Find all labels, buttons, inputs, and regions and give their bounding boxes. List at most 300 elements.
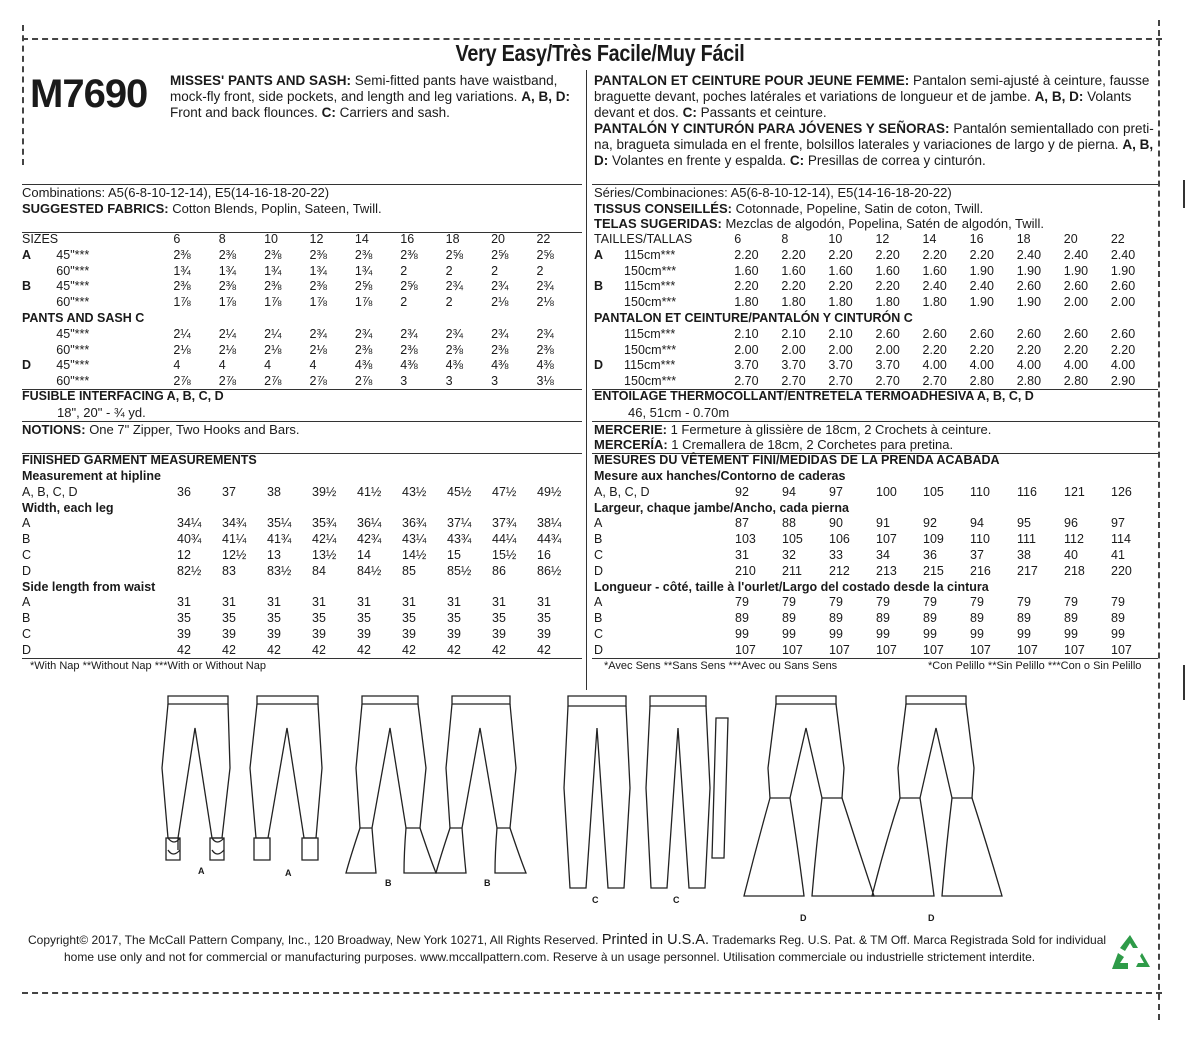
table-cell: 4⅜ xyxy=(400,358,418,373)
table-cell: 4 xyxy=(173,358,181,373)
table-cell: 31 xyxy=(177,595,191,610)
size-header: 18 xyxy=(445,232,460,246)
table-cell: 3.70 xyxy=(875,358,900,373)
table-cell: 105 xyxy=(782,532,803,547)
nap-legend-es: *Con Pelillo **Sin Pelillo ***Con o Sin Pelillo xyxy=(928,660,1142,672)
table-cell: 2.60 xyxy=(1063,326,1089,341)
notions-fr-head: MERCERIE: xyxy=(594,422,667,437)
table-cell: 4.00 xyxy=(922,358,947,373)
table-cell: 4.00 xyxy=(1110,358,1136,373)
table-cell: 39 xyxy=(492,626,506,641)
table-cell: 3 xyxy=(491,374,499,389)
fabric-width: 60"*** xyxy=(56,374,90,389)
table-cell: 217 xyxy=(1017,563,1038,578)
table-cell: 32 xyxy=(782,547,796,562)
table-cell: 44¼ xyxy=(492,532,517,547)
table-cell: 4⅜ xyxy=(445,358,464,373)
table-cell: 112 xyxy=(1064,532,1084,547)
table-cell: 31 xyxy=(537,595,551,610)
fabrics-en-text: Cotton Blends, Poplin, Sateen, Twill. xyxy=(172,201,382,216)
table-cell: 1.60 xyxy=(781,263,806,278)
table-cell: 2⅛ xyxy=(491,295,509,310)
table-cell: 31 xyxy=(222,595,236,610)
view-a-front-drawing xyxy=(162,696,230,860)
table-cell: 84½ xyxy=(357,563,382,578)
table-cell: 42 xyxy=(312,642,326,657)
table-row xyxy=(22,279,582,295)
table-cell: 2⅜ xyxy=(445,342,464,357)
table-cell: 2 xyxy=(491,263,499,278)
table-cell: 35 xyxy=(177,611,191,626)
table-cell: 2⅜ xyxy=(309,279,327,294)
table-cell: 1.60 xyxy=(734,263,759,278)
table-cell: 4⅜ xyxy=(536,358,554,373)
table-cell: 82½ xyxy=(177,563,202,578)
notions-es-text: 1 Cremallera de 18cm, 2 Corchetes para pretina. xyxy=(671,437,954,452)
table-cell: 107 xyxy=(876,642,897,657)
table-row xyxy=(594,532,1158,548)
table-cell: 107 xyxy=(923,642,944,657)
table-cell: 2¾ xyxy=(536,326,554,341)
view-letter: B xyxy=(22,532,31,547)
table-cell: 37¾ xyxy=(492,516,517,531)
view-letter: D xyxy=(22,642,32,657)
notions-en-head: NOTIONS: xyxy=(22,422,86,437)
measurements-table-fr xyxy=(594,469,1158,659)
table-cell: 2.10 xyxy=(734,326,759,341)
table-cell: 2.10 xyxy=(828,326,853,341)
table-cell: 38 xyxy=(1017,547,1031,562)
desc-fr-text: Volants xyxy=(1087,89,1132,104)
table-cell: 12½ xyxy=(222,547,247,562)
table-cell: 2.20 xyxy=(969,247,994,262)
table-row xyxy=(594,295,1158,311)
view-letter: A xyxy=(594,247,604,262)
table-cell: 35 xyxy=(312,611,326,626)
table-cell: 39 xyxy=(537,626,551,641)
table-cell: 107 xyxy=(970,642,991,657)
desc-es-head: PANTALÓN Y CINTURÓN PARA JÓVENES Y SEÑORAS: xyxy=(594,121,950,136)
table-row xyxy=(22,564,582,580)
section-row xyxy=(22,580,582,596)
nap-legend-en: *With Nap **Without Nap ***With or Without Nap xyxy=(30,660,266,672)
table-cell: 2.00 xyxy=(781,342,806,357)
table-cell: 99 xyxy=(970,626,984,641)
table-cell: 40 xyxy=(1064,547,1078,562)
table-cell: 106 xyxy=(829,532,850,547)
table-cell: 2.20 xyxy=(828,279,853,294)
size-header: 18 xyxy=(1016,232,1031,246)
yardage-table-en xyxy=(22,232,582,390)
table-cell: 86½ xyxy=(537,563,562,578)
table-cell: 2.40 xyxy=(969,279,994,294)
table-row xyxy=(594,264,1158,280)
table-cell: 97 xyxy=(1111,516,1125,531)
table-row xyxy=(22,595,582,611)
table-cell: 42¼ xyxy=(312,532,337,547)
table-cell: 2.40 xyxy=(1063,247,1089,262)
view-label: A xyxy=(285,868,292,878)
rule xyxy=(592,658,1158,659)
table-cell: 2.20 xyxy=(781,247,806,262)
table-row xyxy=(594,485,1158,501)
table-cell: 39 xyxy=(267,626,281,641)
section-row xyxy=(594,311,1158,327)
view-d-front-drawing xyxy=(744,696,874,896)
table-cell: 2⅞ xyxy=(354,374,373,389)
table-cell: 79 xyxy=(782,595,796,610)
table-row xyxy=(22,532,582,548)
table-cell: 83½ xyxy=(267,563,292,578)
table-cell: 1⅞ xyxy=(309,295,327,310)
table-cell: 2⅜ xyxy=(264,247,282,262)
table-cell: 4 xyxy=(309,358,317,373)
section-heading: PANTALON ET CEINTURE/PANTALÓN Y CINTURÓN C xyxy=(594,310,913,325)
table-cell: 42¾ xyxy=(357,532,382,547)
table-cell: 2⅜ xyxy=(536,342,554,357)
table-cell: 38¼ xyxy=(537,516,562,531)
view-letter xyxy=(594,374,624,390)
table-cell: 109 xyxy=(923,532,944,547)
table-cell: 2¾ xyxy=(354,326,373,341)
table-row xyxy=(22,327,582,343)
table-cell: 1.90 xyxy=(1016,295,1042,310)
table-cell: 2¾ xyxy=(445,279,464,294)
section-heading: Longueur - côté, taille à l'ourlet/Largo del costado desde la cintura xyxy=(594,579,989,594)
table-cell: 121 xyxy=(1064,484,1085,499)
table-cell: 2⅜ xyxy=(173,247,191,262)
table-cell: 79 xyxy=(970,595,984,610)
table-cell: 1.90 xyxy=(1016,263,1042,278)
desc-en-views: A, B, D: xyxy=(521,89,570,104)
table-cell: 2¼ xyxy=(264,326,282,341)
table-cell: 37¼ xyxy=(447,516,472,531)
table-cell: 2.20 xyxy=(922,247,947,262)
view-letter: B xyxy=(22,279,32,294)
interfacing-en: 18", 20" - ¾ yd. xyxy=(57,405,146,420)
copyright-text: Copyright© 2017, The McCall Pattern Company, Inc., 120 Broadway, New York 10271, All Rights Reserved. xyxy=(28,933,599,947)
table-row xyxy=(22,248,582,264)
fgm-fr-head: MESURES DU VÊTEMENT FINI/MEDIDAS DE LA PRENDA ACABADA xyxy=(594,453,1000,467)
table-cell: 2¼ xyxy=(173,326,191,341)
table-cell: 2⅜ xyxy=(309,247,327,262)
table-cell: 34¾ xyxy=(222,516,247,531)
table-cell: 38 xyxy=(267,484,281,499)
table-cell: 36 xyxy=(177,484,191,499)
table-cell: 4⅜ xyxy=(354,358,373,373)
table-cell: 39 xyxy=(222,626,236,641)
table-cell: 2.20 xyxy=(1063,342,1089,357)
view-illustrations xyxy=(0,688,1200,918)
table-cell: 37 xyxy=(222,484,236,499)
table-cell: 2.70 xyxy=(922,374,947,389)
table-cell: 2.00 xyxy=(875,342,900,357)
recycle-icon xyxy=(1108,933,1152,973)
table-row xyxy=(22,374,582,390)
divider-center xyxy=(586,70,587,690)
table-cell: 35¼ xyxy=(267,516,292,531)
fgm-en-head: FINISHED GARMENT MEASUREMENTS xyxy=(22,453,257,467)
measurements-table-en xyxy=(22,469,582,659)
view-letter xyxy=(22,374,56,390)
table-cell: 3.70 xyxy=(781,358,806,373)
table-cell: 14 xyxy=(357,547,371,562)
view-letter: C xyxy=(594,626,604,641)
view-b-front-drawing xyxy=(346,696,436,873)
fabric-width: 60"*** xyxy=(56,342,90,357)
size-header: 22 xyxy=(1110,232,1125,246)
view-letter: C xyxy=(22,547,32,562)
table-cell: 15 xyxy=(447,547,461,562)
table-cell: 3.70 xyxy=(734,358,759,373)
table-cell: 2.20 xyxy=(1016,342,1042,357)
table-cell: 12 xyxy=(177,547,191,562)
table-cell: 2¾ xyxy=(491,326,509,341)
view-c-front-drawing xyxy=(564,696,630,888)
table-cell: 1¾ xyxy=(218,263,237,278)
table-cell: 99 xyxy=(1017,626,1031,641)
table-cell: 31 xyxy=(312,595,326,610)
desc-en-text: Carriers and sash. xyxy=(339,105,450,120)
table-cell: 43½ xyxy=(402,484,427,499)
table-cell: 41 xyxy=(1111,547,1125,562)
table-cell: 107 xyxy=(1017,642,1038,657)
table-cell: 2.80 xyxy=(1016,374,1042,389)
desc-fr-text: braguette devant, poches latérales et variations de longueur et de jambe. xyxy=(594,89,1031,104)
table-cell: 2¾ xyxy=(400,326,418,341)
table-cell: 2.40 xyxy=(922,279,947,294)
size-header: 20 xyxy=(1063,232,1078,246)
table-cell: 36¼ xyxy=(357,516,382,531)
view-letter xyxy=(594,264,624,280)
table-cell: 96 xyxy=(1064,516,1078,531)
table-cell: 2⅞ xyxy=(309,374,327,389)
table-cell: 3.70 xyxy=(828,358,853,373)
fabric-width: 45"*** xyxy=(56,326,90,341)
table-row xyxy=(594,279,1158,295)
table-cell: 2⅛ xyxy=(218,342,237,357)
notions-fr xyxy=(594,422,991,438)
size-header: 14 xyxy=(354,232,369,246)
table-cell: 31 xyxy=(357,595,371,610)
table-cell: 86 xyxy=(492,563,506,578)
table-cell: 2.20 xyxy=(922,342,947,357)
section-row xyxy=(22,469,582,485)
section-heading: Side length from waist xyxy=(22,579,156,594)
table-cell: 2.20 xyxy=(969,342,994,357)
table-cell: 100 xyxy=(876,484,897,499)
table-cell: 2.40 xyxy=(1016,247,1042,262)
table-cell: 89 xyxy=(782,611,796,626)
table-cell: 211 xyxy=(782,563,802,578)
view-letter: A xyxy=(22,516,31,531)
table-cell: 110 xyxy=(970,532,990,547)
fabric-width: 115cm*** xyxy=(624,326,676,341)
table-cell: 1.90 xyxy=(1063,263,1089,278)
view-label: D xyxy=(800,913,807,923)
table-cell: 79 xyxy=(1064,595,1078,610)
table-cell: 37 xyxy=(970,547,984,562)
table-cell: 89 xyxy=(1064,611,1078,626)
table-row xyxy=(594,564,1158,580)
table-cell: 107 xyxy=(735,642,756,657)
table-cell: 2 xyxy=(400,263,408,278)
section-row xyxy=(594,580,1158,596)
table-cell: 39 xyxy=(357,626,371,641)
table-cell: 47½ xyxy=(492,484,517,499)
fabrics-fr-text: Cotonnade, Popeline, Satin de coton, Twill. xyxy=(735,201,984,216)
table-cell: 43¾ xyxy=(447,532,472,547)
view-label: C xyxy=(592,895,599,905)
table-cell: 84 xyxy=(312,563,326,578)
desc-fr-text: Pantalon semi-ajusté à ceinture, fausse xyxy=(913,73,1150,88)
table-cell: 4 xyxy=(264,358,272,373)
section-row xyxy=(594,501,1158,517)
table-row xyxy=(594,643,1158,659)
table-cell: 1.90 xyxy=(1110,263,1136,278)
table-cell: 2 xyxy=(445,263,453,278)
table-cell: 2⅜ xyxy=(491,342,509,357)
desc-fr-views: C: xyxy=(682,105,697,120)
table-cell: 2⅝ xyxy=(445,247,464,262)
table-row xyxy=(22,358,582,374)
table-row xyxy=(22,295,582,311)
table-cell: 94 xyxy=(970,516,984,531)
table-row xyxy=(594,627,1158,643)
sizes-label: TAILLES/TALLAS xyxy=(594,232,693,246)
table-row xyxy=(594,343,1158,359)
table-cell: 87 xyxy=(735,516,749,531)
table-cell: 89 xyxy=(735,611,749,626)
table-cell: 41¼ xyxy=(222,532,247,547)
table-cell: 2⅜ xyxy=(173,279,191,294)
table-cell: 2.60 xyxy=(969,326,994,341)
view-letter: A, B, C, D xyxy=(22,484,78,499)
table-cell: 2⅝ xyxy=(536,247,554,262)
view-b-back-drawing xyxy=(436,696,526,873)
size-header: 22 xyxy=(536,232,551,246)
table-cell: 2.70 xyxy=(734,374,759,389)
table-cell: 35 xyxy=(537,611,551,626)
table-cell: 2⅜ xyxy=(354,247,373,262)
desc-es-text: Volantes en frente y espalda. xyxy=(612,153,787,168)
table-cell: 14½ xyxy=(402,547,427,562)
table-cell: 42 xyxy=(357,642,371,657)
nap-legend-fr: *Avec Sens **Sans Sens ***Avec ou Sans Sens xyxy=(604,660,838,672)
table-cell: 103 xyxy=(735,532,756,547)
table-cell: 4⅜ xyxy=(491,358,509,373)
table-cell: 2.90 xyxy=(1110,374,1136,389)
table-cell: 42 xyxy=(222,642,236,657)
view-letter: D xyxy=(594,563,604,578)
table-cell: 2 xyxy=(445,295,453,310)
table-cell: 88 xyxy=(782,516,796,531)
fabric-width: 115cm*** xyxy=(624,247,676,262)
view-label: A xyxy=(198,866,205,876)
table-cell: 89 xyxy=(1111,611,1125,626)
table-cell: 105 xyxy=(923,484,944,499)
table-cell: 79 xyxy=(923,595,937,610)
table-cell: 35 xyxy=(222,611,236,626)
table-cell: 110 xyxy=(970,484,990,499)
table-cell: 212 xyxy=(829,563,850,578)
table-cell: 41½ xyxy=(357,484,382,499)
pattern-number: M7690 xyxy=(30,72,148,116)
table-cell: 35¾ xyxy=(312,516,337,531)
table-cell: 114 xyxy=(1111,532,1131,547)
view-letter xyxy=(22,295,56,311)
table-cell: 2.70 xyxy=(875,374,900,389)
table-cell: 42 xyxy=(447,642,461,657)
table-cell: 2.80 xyxy=(1063,374,1089,389)
table-cell: 2¾ xyxy=(536,279,554,294)
table-cell: 1.60 xyxy=(875,263,900,278)
table-cell: 42 xyxy=(267,642,281,657)
table-row xyxy=(594,374,1158,390)
sizes-row xyxy=(22,232,582,248)
table-cell: 31 xyxy=(447,595,461,610)
table-row xyxy=(594,327,1158,343)
table-cell: 2¼ xyxy=(218,326,237,341)
rule xyxy=(22,658,582,659)
table-cell: 2⅜ xyxy=(218,279,237,294)
table-cell: 1.60 xyxy=(828,263,853,278)
table-cell: 2.00 xyxy=(1110,295,1136,310)
section-heading: Measurement at hipline xyxy=(22,469,161,483)
view-c-back-drawing xyxy=(646,696,728,888)
table-cell: 13½ xyxy=(312,547,337,562)
view-letter: A xyxy=(22,247,32,262)
right-tick xyxy=(1183,180,1185,208)
size-header: 10 xyxy=(264,232,279,246)
desc-fr-text: devant et dos. xyxy=(594,105,679,120)
printed-in-usa: Printed in U.S.A. xyxy=(601,932,709,948)
view-letter: B xyxy=(22,611,31,626)
fabric-width: 150cm*** xyxy=(624,374,677,389)
table-cell: 2.10 xyxy=(781,326,806,341)
table-cell: 2.60 xyxy=(1016,326,1042,341)
table-cell: 79 xyxy=(829,595,843,610)
view-letter: C xyxy=(22,626,32,641)
table-cell: 2⅜ xyxy=(264,279,282,294)
table-cell: 3 xyxy=(445,374,453,389)
view-letter xyxy=(594,295,624,311)
table-row xyxy=(22,627,582,643)
table-cell: 15½ xyxy=(492,547,517,562)
table-cell: 39 xyxy=(177,626,191,641)
table-cell: 79 xyxy=(735,595,749,610)
fabrics-fr xyxy=(594,201,983,217)
view-letter: D xyxy=(22,358,32,373)
table-cell: 42 xyxy=(492,642,506,657)
table-cell: 39 xyxy=(312,626,326,641)
fabric-width: 45"*** xyxy=(56,358,90,373)
table-cell: 4.00 xyxy=(1016,358,1042,373)
table-cell: 1¾ xyxy=(264,263,282,278)
table-cell: 1¾ xyxy=(173,263,191,278)
table-cell: 3⅛ xyxy=(536,374,554,389)
table-cell: 2.20 xyxy=(781,279,806,294)
cut-line-bottom xyxy=(22,992,1162,994)
table-cell: 89 xyxy=(1017,611,1031,626)
table-cell: 1.90 xyxy=(969,295,994,310)
table-cell: 16 xyxy=(537,547,551,562)
size-header: 8 xyxy=(781,232,789,246)
table-row xyxy=(594,595,1158,611)
view-letter: D xyxy=(594,642,604,657)
table-cell: 39½ xyxy=(312,484,337,499)
table-cell: 42 xyxy=(402,642,416,657)
